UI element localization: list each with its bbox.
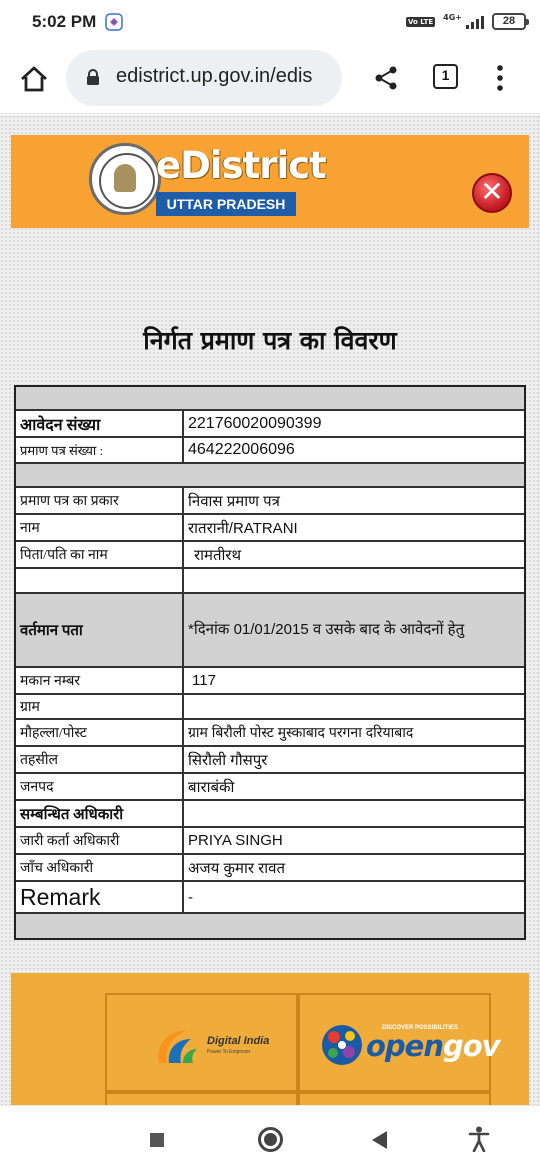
issuing-officer-label: जारी कर्ता अधिकारी (16, 828, 184, 853)
table-spacer-row (16, 387, 524, 411)
url-text[interactable]: edistrict.up.gov.in/edis (116, 65, 313, 87)
table-row (16, 542, 524, 569)
application-number-value: 221760020090399 (188, 414, 322, 432)
table-row (16, 668, 524, 695)
status-time: 5:02 PM (32, 12, 97, 31)
current-address-label: वर्तमान पता (16, 594, 184, 666)
partner-logo-card[interactable] (105, 1092, 298, 1105)
inspecting-officer-value: अजय कुमार रावत (188, 859, 286, 877)
digital-india-tagline: Power To Empower (207, 1049, 251, 1055)
partner-logo-card[interactable] (298, 1092, 491, 1105)
tehsil-label: तहसील (16, 747, 184, 772)
digital-india-name: Digital India (207, 1035, 270, 1047)
table-row (16, 695, 524, 720)
officer-section-label: सम्बन्धित अधिकारी (16, 801, 184, 826)
lock-icon (86, 69, 100, 86)
certificate-details-table (14, 385, 526, 940)
table-blank-row (16, 569, 524, 594)
home-circle-icon[interactable] (258, 1127, 283, 1152)
volte-icon: Vo LTE (408, 17, 434, 26)
edistrict-banner (11, 135, 529, 228)
table-spacer-row (16, 914, 524, 938)
remark-value: - (188, 888, 193, 906)
tehsil-value: सिरौली गौसपुर (188, 751, 268, 769)
table-row (16, 488, 524, 515)
opengov-name (366, 1029, 500, 1063)
page-title: निर्गत प्रमाण पत्र का विवरण (143, 326, 397, 355)
table-row (16, 747, 524, 774)
battery-icon: 28 (492, 13, 526, 30)
village-value (184, 695, 524, 718)
table-row (16, 882, 524, 914)
address-bar[interactable] (66, 50, 342, 106)
father-name-label: पिता/पति का नाम (16, 542, 184, 567)
brand-state: UTTAR PRADESH (156, 192, 296, 216)
house-number-label: मकान नम्बर (16, 668, 184, 693)
menu-icon[interactable] (490, 63, 510, 93)
signal-icon (466, 15, 484, 29)
home-icon[interactable] (18, 63, 50, 95)
partner-logos-band (11, 973, 529, 1105)
close-button[interactable]: ✕ (472, 173, 512, 213)
table-spacer-row (16, 464, 524, 488)
table-row (16, 594, 524, 668)
district-value: बाराबंकी (188, 778, 235, 796)
name-value: रातरानी/RATRANI (188, 519, 298, 537)
app-notification-icon (105, 13, 123, 31)
name-label: नाम (16, 515, 184, 540)
locality-value: ग्राम बिरौली पोस्ट मुस्काबाद परगना दरियाबाद (188, 724, 414, 740)
digital-india-icon (153, 1023, 201, 1069)
network-type: 4G+ (443, 13, 462, 22)
browser-toolbar (0, 46, 540, 114)
recent-apps-icon[interactable] (150, 1133, 164, 1147)
opengov-logo[interactable] (298, 993, 500, 1092)
back-icon[interactable] (372, 1131, 387, 1149)
issuing-officer-value: PRIYA SINGH (188, 832, 283, 849)
certificate-type-label: प्रमाण पत्र का प्रकार (16, 488, 184, 513)
table-row (16, 720, 524, 747)
table-row (16, 515, 524, 542)
status-bar (0, 0, 540, 46)
certificate-number-label: प्रमाण पत्र संख्या : (16, 438, 184, 462)
opengov-globe-icon (320, 1023, 364, 1067)
page-content (0, 115, 540, 1105)
certificate-number-value: 464222006096 (188, 441, 295, 458)
opengov-name-gov: gov (443, 1029, 500, 1063)
remark-label: Remark (16, 882, 184, 912)
up-emblem-logo (89, 143, 161, 215)
brand-name: eDistrict (156, 144, 326, 187)
father-name-value: रामतीरथ (194, 546, 242, 564)
table-row (16, 774, 524, 801)
table-row (16, 438, 524, 464)
application-number-label: आवेदन संख्या (16, 411, 184, 436)
table-row (16, 855, 524, 882)
current-address-note: *दिनांक 01/01/2015 व उसके बाद के आवेदनों हेतु (188, 621, 465, 638)
opengov-name-open: open (366, 1029, 443, 1063)
accessibility-icon[interactable] (468, 1126, 490, 1152)
tabs-icon[interactable]: 1 (433, 64, 458, 89)
district-label: जनपद (16, 774, 184, 799)
digital-india-logo[interactable] (105, 993, 298, 1092)
share-icon[interactable] (372, 64, 400, 92)
village-label: ग्राम (16, 695, 184, 718)
table-row (16, 801, 524, 828)
house-number-value: 117 (192, 672, 216, 689)
inspecting-officer-label: जाँच अधिकारी (16, 855, 184, 880)
certificate-type-value: निवास प्रमाण पत्र (188, 492, 280, 510)
locality-label: मौहल्ला/पोस्ट (16, 720, 184, 745)
table-row (16, 828, 524, 855)
opengov-tagline: DISCOVER POSSIBILITIES (382, 1025, 459, 1031)
table-row (16, 411, 524, 438)
system-nav-bar (0, 1105, 540, 1170)
